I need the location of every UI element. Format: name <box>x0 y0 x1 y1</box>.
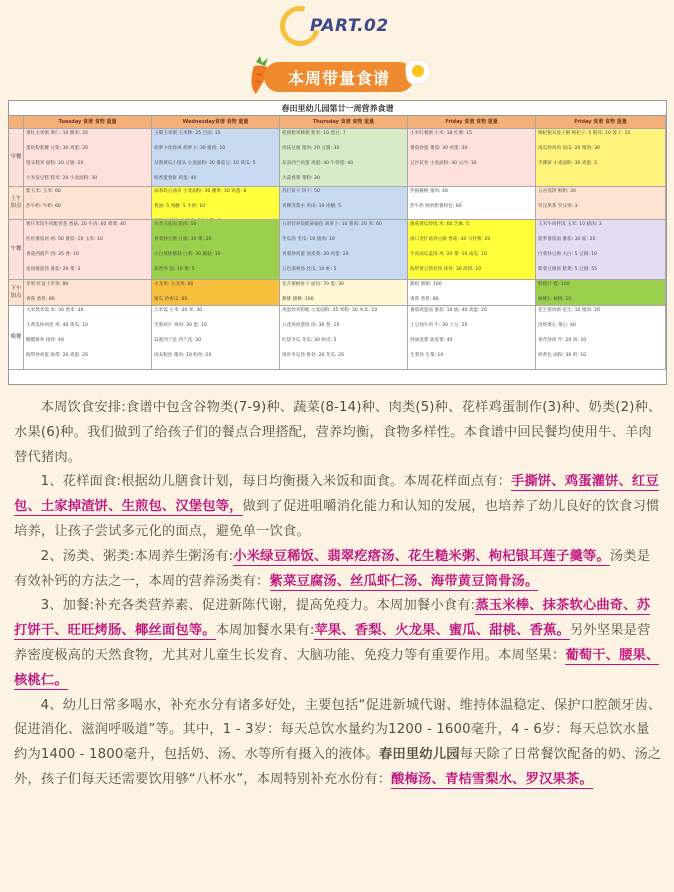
menu-line: 奶黄包 面粉: 30 奶: 10 <box>538 353 587 358</box>
menu-line: 海带炒鸡蛋 海带: 20 鸡蛋: 20 <box>26 353 88 358</box>
menu-cell <box>408 187 536 220</box>
menu-line: 香菇西葫芦 西: 35 香: 10 <box>26 252 79 257</box>
menu-line: 大蒜香菜 菜粉: 30 <box>282 176 320 181</box>
menu-line: 小米发豆糕 糕米: 20 小麦面粉: 30 <box>26 176 98 181</box>
menu-line: 东南西兰鸡蛋 鸡蛋: 40 牛蒡蛋: 40 <box>282 161 354 166</box>
menu-line: 蜜瓜 哈密瓜: 80 <box>154 297 188 302</box>
menu-line <box>282 229 405 237</box>
part-label: PART.02 <box>310 16 389 36</box>
menu-line: 花生猪肉粥 花生: 10 猪肉: 20 <box>538 308 600 313</box>
menu-line: 青稞雪梨水 枣田: 10 冰糖: 5 <box>282 204 342 209</box>
menu-line <box>154 330 277 338</box>
meal-label-0: 早餐 <box>9 129 24 187</box>
menu-line: 生菜汤 生菜: 10 <box>410 353 444 358</box>
menu-line <box>410 315 533 323</box>
menu-line: 青菜炒鸡蛋 油麦菜: 20 鸡蛋: 20 <box>282 252 349 257</box>
soups-text-2: 汤类是有效补钙的方法之一，本周的营养汤类有： <box>14 548 651 589</box>
menu-line: 菌菇黄瓜炒饭 米: 60 芝麻: 5 <box>410 222 470 227</box>
menu-line <box>26 315 149 323</box>
snacks-highlight: 蒸玉米棒、抹茶软心曲奇、苏打饼干、旺旺烤肠、椰丝面包等。 <box>14 598 651 639</box>
menu-line: 水煮五花肉 猪肉: 50 <box>154 222 197 227</box>
menu-cell <box>280 129 408 187</box>
drinks-highlight: 酸梅汤、青桔雪梨水、罗汉果茶。 <box>391 771 593 787</box>
menu-line <box>282 244 405 252</box>
menu-line <box>154 289 277 297</box>
soups-text: 2、汤类、粥类:本周养生粥汤有: <box>40 548 234 564</box>
menu-line: 玉米牛肉拌饭 玉米: 10 猪肉: 3 <box>538 222 602 227</box>
porridge-highlight: 小米绿豆稀饭、翡翠疙瘩汤、花生糙米粥、枸杞银耳莲子羹等。 <box>233 548 610 564</box>
menu-line: 小米红薯粥 小米: 18 红薯: 15 <box>410 131 472 136</box>
fried-egg-icon <box>402 56 434 88</box>
menu-line <box>154 229 277 237</box>
menu-line: 牛肉南瓜盖饭 鸡: 20 菜: 10 南瓜: 10 <box>410 252 487 257</box>
menu-line <box>154 345 277 353</box>
menu-line: 薯仔米饭牛肉配香葱 香菇: 20 牛肉: 60 菜菜: 40 <box>26 222 126 227</box>
menu-line <box>154 138 277 146</box>
menu-line: 甜桃 甜桃: 100 <box>282 297 314 302</box>
menu-cell <box>280 280 408 306</box>
menu-line: 奶香蛋卷饼 鸡蛋: 40 <box>154 176 197 181</box>
menu-line: 白菜炒豆腐 大白: 5 豆腐: 10 <box>538 252 598 257</box>
meal-label-3: 下午加点 <box>9 280 24 306</box>
menu-cell <box>408 129 536 187</box>
menu-line: 炒油麦菜 油麦菜: 40 <box>410 338 453 343</box>
menu-line <box>26 345 149 353</box>
menu-line: 滑口金针菇炒豆腐 香菇: 40 马铃薯: 20 <box>410 237 491 242</box>
menu-line: 苏打饼干 饼干: 50 <box>282 189 320 194</box>
menu-line <box>410 259 533 267</box>
menu-line <box>538 330 663 338</box>
menu-line <box>538 345 663 353</box>
menu-line: 杂酱黄瓜小馒头 小麦面粉: 30 番茄豆: 10 黄瓜: 5 <box>154 161 256 166</box>
menu-line: 黄油: 5 熟糖: 5 牛奶: 10 <box>154 204 206 209</box>
section-banner <box>242 52 442 102</box>
menu-line: 糖醋排骨 排骨: 40 <box>26 338 64 343</box>
menu-line <box>154 196 277 204</box>
menu-line <box>282 315 405 323</box>
menu-line: 菠萝番茄面 番茄: 30 面: 20 <box>538 237 596 242</box>
menu-line: 五色翡翠汤 丝瓜: 10 虾: 5 <box>282 267 337 272</box>
menu-line: 香芹炒肉 芹: 20 肉: 10 <box>538 338 587 343</box>
weekly-menu-table <box>8 100 667 385</box>
menu-line <box>410 153 533 161</box>
menu-line <box>538 229 663 237</box>
menu-cell <box>280 306 408 370</box>
menu-line <box>538 153 663 161</box>
menu-line <box>410 330 533 338</box>
menu-cell <box>152 306 280 370</box>
meal-label-1: 上午加点 <box>9 187 24 220</box>
menu-line: 紫玉米: 玉米: 60 <box>26 189 61 194</box>
menu-line: 蒜蓉西兰花 西兰花: 30 <box>154 338 202 343</box>
menu-line <box>26 244 149 252</box>
menu-line <box>26 196 149 204</box>
day-header-3: Friday 食谱 食物 重量 <box>408 116 536 129</box>
menu-cell <box>24 129 152 187</box>
menu-line: 手撕饼 小麦面粉: 30 鸡蛋: 5 <box>538 161 598 166</box>
menu-line: 火龙果: 火龙果: 80 <box>154 282 194 287</box>
menu-line: 五花鸡肉葱饼 肉: 30 葱: 10 <box>282 323 340 328</box>
menu-line: 肉沫豆腐 猪肉: 20 豆腐: 30 <box>282 146 340 151</box>
menu-line <box>154 244 277 252</box>
menu-line <box>538 138 663 146</box>
menu-cell <box>536 306 666 370</box>
paragraph-water <box>14 694 662 793</box>
menu-line <box>154 153 277 161</box>
intro-text: 本周饮食安排:食谱中包含谷物类(7-9)种、蔬菜(8-14)种、肉类(5)种、花样鸡蛋制作(3)种、奶类(2)种、水果(6)种。我们做到了给孩子们的餐点合理搭配，营养均衡，食物多样性。本食谱中回民餐均使用牛、羊肉替代猪肉。 <box>14 400 662 465</box>
paragraph-intro <box>14 396 662 470</box>
menu-line: 甜柑 蜜柑: 100 <box>410 282 442 287</box>
menu-cell <box>24 187 152 220</box>
menu-title: 春田里幼儿园第廿一周营养食谱 <box>9 101 666 116</box>
day-header-0: Tuesday 食谱 食物 重量 <box>24 116 152 129</box>
menu-line: 香蕉 香蕉: 80 <box>26 297 55 302</box>
day-header-2: Thursday 食谱 食物 重量 <box>280 116 408 129</box>
snacks-text: 3、加餐:补充各类营养素、促进新陈代谢，提高免疫力。本周加餐小食有: <box>40 598 476 614</box>
menu-line: 五彩营养饭配砂锅鱼 胡萝卜: 10 猪肉: 20 米: 60 <box>282 222 382 227</box>
menu-line: 抹茶软心曲奇 小麦面粉: 30 腰果: 10 鸡蛋: 8 <box>154 189 247 194</box>
menu-line <box>26 168 149 176</box>
paragraph-noodles <box>14 470 662 544</box>
menu-line <box>282 138 405 146</box>
menu-cell <box>24 280 152 306</box>
menu-line <box>154 211 277 219</box>
menu-line <box>282 259 405 267</box>
menu-cell <box>280 187 408 220</box>
menu-line: 番茄鸡蛋面 番茄: 10 面: 40 鸡蛋: 20 <box>410 308 487 313</box>
menu-line <box>26 153 149 161</box>
menu-line <box>26 259 149 267</box>
menu-line: 排骨冬瓜汤 排骨: 20 冬瓜: 20 <box>282 353 344 358</box>
article-body <box>14 396 662 793</box>
part-heading <box>280 6 430 50</box>
menu-line: 小黄瓜炒鸡丝 鸡: 40 黄瓜: 10 <box>26 323 88 328</box>
menu-cell <box>152 187 280 220</box>
menu-line: 番茄炒蛋 番茄: 30 鸡蛋: 30 <box>410 146 468 151</box>
menu-cell <box>408 220 536 280</box>
fruit-highlight: 苹果、香梨、火龙果、蜜瓜、甜桃、香蕉。 <box>314 623 570 639</box>
menu-line <box>410 138 533 146</box>
menu-line <box>26 138 149 146</box>
menu-line: 枸杞银耳莲子粥 枸杞子: 5 银耳: 10 莲子: 10 <box>538 131 631 136</box>
menu-line <box>154 315 277 323</box>
menu-cell <box>152 129 280 187</box>
menu-line: 土豆炖牛肉 牛: 30 土豆: 20 <box>410 323 468 328</box>
menu-line <box>282 168 405 176</box>
nuts-text: 另外坚果是营养密度极高的天然食物，尤其对儿童生长发育、大脑功能、免疫力等有重要作用。本周坚果： <box>14 623 651 663</box>
menu-line: 紫菜豆腐汤 紫菜: 5 豆腐: 55 <box>538 267 598 272</box>
menu-line: 热牛奶: 牛奶: 60 <box>26 204 61 209</box>
banner-title: 本周带量食谱 <box>264 62 414 92</box>
menu-cell <box>408 306 536 370</box>
day-header-1: Wednesday食谱 食物 重量 <box>152 116 280 129</box>
menu-line <box>410 196 533 204</box>
menu-line <box>26 229 149 237</box>
menu-line: 家园番茄汤 番茄: 20 菜: 3 <box>26 267 81 272</box>
menu-line <box>154 168 277 176</box>
menu-cell <box>152 220 280 280</box>
menu-cell <box>24 220 152 280</box>
menu-line: 南瓜炒鸡肉 南瓜: 20 猪肉: 30 <box>538 146 600 151</box>
menu-line: 鸡蛋炒米粉配 小麦面粉: 35 米粉: 30 木耳: 10 <box>282 308 378 313</box>
menu-line: 馒头糕米 面粉: 20 豆腐: 20 <box>26 161 84 166</box>
menu-line: 芙蓉鸡片 鸡肉: 30 蛋: 10 <box>154 323 207 328</box>
menu-line: 热牛奶 鲜奶紫薯粉包: 60 <box>410 204 462 209</box>
menu-cell <box>280 220 408 280</box>
menu-line: 茄香汤 茄: 10 菜: 5 <box>154 267 195 272</box>
menu-line: 青菜炒豆腐 豆腐: 30 菜: 20 <box>154 237 212 242</box>
menu-line: 红烧冬瓜 冬瓜: 30 虾皮: 5 <box>282 338 337 343</box>
menu-line <box>538 244 663 252</box>
menu-line: 肉末粉丝 猪肉: 10 粉丝: 20 <box>154 353 212 358</box>
paragraph-soups <box>14 545 662 595</box>
noodles-text-2: 做到了促进咀嚼消化能力和认知的发展，也培养了幼儿良好的饮食习惯培养，让孩子尝试多元化的面点，避免单一饮食。 <box>14 499 660 539</box>
menu-line: 豆沙花卷 小麦面粉: 40 豆沙: 10 <box>410 161 477 166</box>
menu-cell <box>536 187 666 220</box>
menu-line: 核桃仁 核桃: 10 <box>538 297 572 302</box>
menu-line: 玉蜀玉米粥 玉米糁: 25 百面: 15 <box>154 131 221 136</box>
menu-line: 冬瓜汤 冬瓜: 10 猪肉: 10 <box>282 237 335 242</box>
menu-cell <box>24 306 152 370</box>
fruit-text: 本周加餐水果有: <box>215 623 315 639</box>
menu-line: 花卉蜜柚饼干 面包: 70 蛋: 30 <box>282 282 344 287</box>
menu-line: 蛋挞粉套餐 豆浆: 30 鸡蛋: 20 <box>26 146 88 151</box>
menu-line: 清炒菜心 菜心: 40 <box>538 323 576 328</box>
menu-line <box>282 330 405 338</box>
menu-line: 佐佐番茄鸡 鸡: 50 番茄: 10 玉米: 10 <box>26 237 103 242</box>
menu-line <box>538 196 663 204</box>
menu-line <box>26 289 149 297</box>
menu-line: 大米黑米饭 米: 30 黑米: 30 <box>26 308 84 313</box>
menu-cell <box>536 220 666 280</box>
menu-line: 小米饭 小米: 30 米: 30 <box>154 308 203 313</box>
menu-line <box>538 259 663 267</box>
nuts-highlight: 葡萄干、腰果、核桃仁。 <box>14 647 660 688</box>
menu-line <box>26 330 149 338</box>
paragraph-snacks <box>14 594 662 693</box>
menu-cell <box>536 129 666 187</box>
menu-line: 香蕉 香蕉: 80 <box>410 297 439 302</box>
menu-line: 桂圆紫米糯粥 紫米: 10 黑豆: 7 <box>282 131 346 136</box>
menu-line <box>410 244 533 252</box>
menu-line: 苹果 红富士苹果: 80 <box>26 282 69 287</box>
noodles-highlight: 手撕饼、鸡蛋灌饼、红豆包、土家掉渣饼、生煎包、汉堡包等， <box>14 474 659 515</box>
menu-line <box>282 153 405 161</box>
menu-line: 鲜橙汁 橙: 100 <box>538 282 570 287</box>
menu-cell <box>536 280 666 306</box>
water-text-2: 每天除了日常餐饮配备的奶、汤之外，孩子们每天还需要饮用够“八杯水”，本周特别补充水份有： <box>14 747 662 787</box>
menu-grid <box>9 116 666 384</box>
meal-label-4: 晚餐 <box>9 306 24 370</box>
menu-line <box>282 289 405 297</box>
meal-label-2: 午餐 <box>9 220 24 280</box>
menu-line: 五谷蒸饼 鲜奶: 30 <box>538 189 576 194</box>
day-header-4: Friday 食谱 食物 重量 <box>536 116 666 129</box>
menu-line <box>410 345 533 353</box>
menu-line: 罗汉果茶 罗汉果: 3 <box>538 204 578 209</box>
soups-highlight: 紫菜豆腐汤、丝瓜虾仁汤、海带黄豆筒骨汤。 <box>269 573 539 589</box>
noodles-text: 1、花样面食:根据幼儿膳食计划，每日均衡摄入米饭和面食。本周花样面点有： <box>40 474 512 490</box>
menu-line <box>154 259 277 267</box>
water-text: 4、幼儿日常多喝水，补充水分有诸多好处，主要包括“促进新城代谢、维持体温稳定、保护口腔颌牙齿、促进消化、滋润呼吸道”等。其中，1 - 3岁：每天总饮水量约为1200 - 1600毫升，4 - 6岁：每天总饮水量约为1400 - 1800毫升，包括奶、汤、水等所有摄入的液体。 <box>14 697 662 763</box>
menu-line <box>538 315 663 323</box>
menu-line <box>410 229 533 237</box>
menu-line: 海带黄豆筒骨汤 排骨: 30 海带: 10 <box>410 267 482 272</box>
menu-cell <box>152 280 280 306</box>
menu-line: 小白菜炒蘑菇 白菜: 30 蘑菇: 10 <box>154 252 221 257</box>
menu-line: 菜红太米粥 黄仁: 10 糯米: 20 <box>26 131 88 136</box>
menu-line <box>538 289 663 297</box>
menu-line: 热猕猴桃 猪肉: 40 <box>410 189 448 194</box>
menu-line: 胡萝卜丝炒鸡 胡萝卜: 30 猪肉: 10 <box>154 146 226 151</box>
menu-line <box>282 345 405 353</box>
menu-line <box>282 196 405 204</box>
school-name: 春田里幼儿园 <box>378 747 460 763</box>
menu-line <box>410 289 533 297</box>
menu-cell <box>408 280 536 306</box>
menu-corner-cell <box>9 116 24 129</box>
